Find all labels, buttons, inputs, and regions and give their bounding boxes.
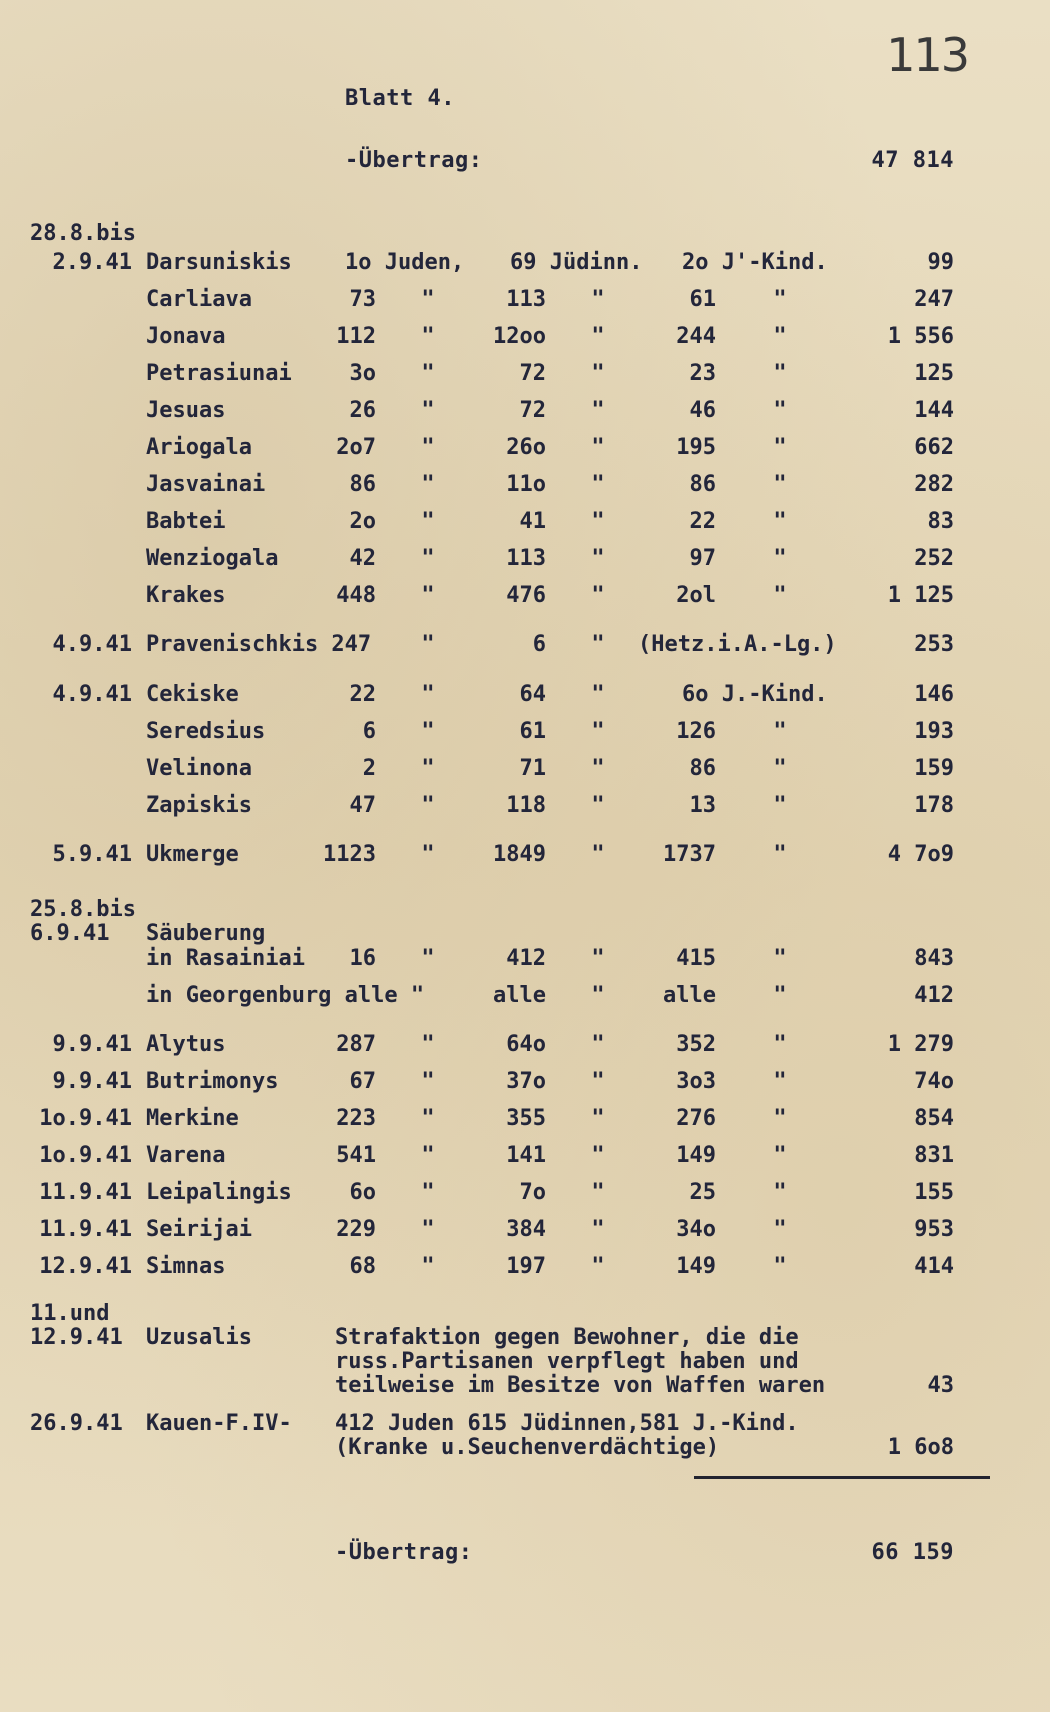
row-place: Jonava xyxy=(146,324,226,349)
row-women: 64 xyxy=(519,682,546,707)
note-line-1: 412 Juden 615 Jüdinnen,581 J.-Kind. xyxy=(335,1411,799,1436)
ditto-mark: " xyxy=(591,583,605,608)
ditto-mark: " xyxy=(591,682,605,707)
row-place: Ariogala xyxy=(146,435,252,460)
row-men: 1123 xyxy=(323,842,376,867)
row-children: 23 xyxy=(689,361,716,386)
row-women: 11o xyxy=(506,472,546,497)
ditto-mark: " xyxy=(773,509,787,534)
row-date: 1o.9.41 xyxy=(39,1143,132,1168)
table-row xyxy=(0,472,1050,506)
ditto-mark: " xyxy=(773,287,787,312)
row-women: 7o xyxy=(519,1180,546,1205)
row-women: 71 xyxy=(519,756,546,781)
ditto-mark: " xyxy=(421,1069,435,1094)
note-line-1: Strafaktion gegen Bewohner, die die xyxy=(335,1325,799,1350)
row-men: 3o xyxy=(349,361,376,386)
table-row xyxy=(0,435,1050,469)
ditto-mark: " xyxy=(773,398,787,423)
ditto-mark: " xyxy=(591,1032,605,1057)
row-women: 37o xyxy=(506,1069,546,1094)
ditto-mark: " xyxy=(591,287,605,312)
row-men: 229 xyxy=(336,1217,376,1242)
row-date: 9.9.41 xyxy=(52,1032,132,1057)
row-women: 384 xyxy=(506,1217,546,1242)
row-place: Leipalingis xyxy=(146,1180,292,1205)
row-women: 141 xyxy=(506,1143,546,1168)
row-men: 47 xyxy=(349,793,376,818)
carry-over-label: -Übertrag: xyxy=(345,148,483,173)
sheet-title: Blatt 4. xyxy=(345,86,455,111)
row-note: (Hetz.i.A.-Lg.) xyxy=(638,632,837,657)
ditto-mark: " xyxy=(591,1069,605,1094)
table-row xyxy=(0,509,1050,543)
row-total: 1 556 xyxy=(887,324,954,349)
row-total: 125 xyxy=(914,361,954,386)
row-total: 662 xyxy=(914,435,954,460)
ditto-mark: " xyxy=(773,324,787,349)
row-date: 12.9.41 xyxy=(30,1325,123,1350)
ditto-mark: " xyxy=(421,546,435,571)
row-total: 146 xyxy=(914,682,954,707)
table-row xyxy=(0,361,1050,395)
row-men: 68 xyxy=(349,1254,376,1279)
row-place: Uzusalis xyxy=(146,1325,252,1350)
ditto-mark: " xyxy=(591,546,605,571)
row-total: 412 xyxy=(914,983,954,1008)
row-women: 61 xyxy=(519,719,546,744)
row-place: Seirijai xyxy=(146,1217,252,1242)
row-total: 854 xyxy=(914,1106,954,1131)
ditto-mark: " xyxy=(591,472,605,497)
row-children: 415 xyxy=(676,946,716,971)
table-row xyxy=(0,546,1050,580)
row-total: 4 7o9 xyxy=(887,842,954,867)
row-men: 16 xyxy=(349,946,376,971)
table-row xyxy=(0,583,1050,617)
row-place: in Rasainiai xyxy=(146,946,305,971)
block-heading: Säuberung xyxy=(146,921,266,946)
row-date: 11.9.41 xyxy=(39,1180,132,1205)
row-date: 4.9.41 xyxy=(52,682,132,707)
row-total: 178 xyxy=(914,793,954,818)
ditto-mark: " xyxy=(421,287,435,312)
row-total: 1 279 xyxy=(887,1032,954,1057)
row-date: 11.9.41 xyxy=(39,1217,132,1242)
date-range-start: 28.8.bis xyxy=(30,221,136,246)
row-place: Cekiske xyxy=(146,682,239,707)
ditto-mark: " xyxy=(773,546,787,571)
row-children: 25 xyxy=(689,1180,716,1205)
row-total: 155 xyxy=(914,1180,954,1205)
ditto-mark: " xyxy=(421,435,435,460)
row-men: 86 xyxy=(349,472,376,497)
ditto-mark: " xyxy=(591,983,605,1008)
ditto-mark: " xyxy=(773,719,787,744)
ditto-mark: " xyxy=(773,1217,787,1242)
row-children: 352 xyxy=(676,1032,716,1057)
row-women: 113 xyxy=(506,546,546,571)
table-row xyxy=(0,719,1050,753)
row-men: 2o xyxy=(349,509,376,534)
row-date: 2.9.41 xyxy=(52,250,132,275)
date-range-start: 25.8.bis xyxy=(30,897,136,922)
table-row xyxy=(0,1143,1050,1177)
row-date: 9.9.41 xyxy=(52,1069,132,1094)
row-place: Kauen-F.IV- xyxy=(146,1411,292,1436)
row-children: 3o3 xyxy=(676,1069,716,1094)
row-total: 1 125 xyxy=(887,583,954,608)
row-place: Merkine xyxy=(146,1106,239,1131)
row-men: 223 xyxy=(336,1106,376,1131)
ditto-mark: " xyxy=(421,946,435,971)
ditto-mark: " xyxy=(591,946,605,971)
row-men: 287 xyxy=(336,1032,376,1057)
ditto-mark: " xyxy=(591,1180,605,1205)
table-row xyxy=(0,1254,1050,1288)
row-total: 843 xyxy=(914,946,954,971)
row-men: 6 xyxy=(362,719,376,744)
table-row xyxy=(0,1180,1050,1214)
row-children: 244 xyxy=(676,324,716,349)
row-place: Alytus xyxy=(146,1032,226,1057)
row-place: Seredsius xyxy=(146,719,266,744)
row-children: alle xyxy=(663,983,716,1008)
row-children-text: 2o J'-Kind. xyxy=(682,250,828,275)
ditto-mark: " xyxy=(591,756,605,781)
ditto-mark: " xyxy=(591,324,605,349)
ditto-mark: " xyxy=(773,1254,787,1279)
row-total: 193 xyxy=(914,719,954,744)
row-men: 2o7 xyxy=(336,435,376,460)
row-total: 74o xyxy=(914,1069,954,1094)
row-date: 12.9.41 xyxy=(39,1254,132,1279)
row-women: 412 xyxy=(506,946,546,971)
row-children: 97 xyxy=(689,546,716,571)
folio-number: 113 xyxy=(886,28,968,82)
row-total: 414 xyxy=(914,1254,954,1279)
ditto-mark: " xyxy=(773,1143,787,1168)
row-total: 282 xyxy=(914,472,954,497)
row-place: Simnas xyxy=(146,1254,226,1279)
row-children: 149 xyxy=(676,1254,716,1279)
row-men: 73 xyxy=(349,287,376,312)
note-line-3: teilweise im Besitze von Waffen waren xyxy=(335,1373,826,1398)
row-total: 159 xyxy=(914,756,954,781)
row-place: Babtei xyxy=(146,509,226,534)
table-row xyxy=(0,632,1050,666)
ditto-mark: " xyxy=(421,361,435,386)
row-women: alle xyxy=(493,983,546,1008)
row-women: 26o xyxy=(506,435,546,460)
row-total: 144 xyxy=(914,398,954,423)
row-children: 46 xyxy=(689,398,716,423)
row-women: 72 xyxy=(519,361,546,386)
ditto-mark: " xyxy=(773,793,787,818)
row-place: Jasvainai xyxy=(146,472,266,497)
row-men-text: 1o Juden, xyxy=(345,250,465,275)
row-total: 43 xyxy=(927,1373,954,1398)
table-row xyxy=(0,756,1050,790)
row-place: Darsuniskis xyxy=(146,250,292,275)
row-total: 953 xyxy=(914,1217,954,1242)
table-row xyxy=(0,1106,1050,1140)
row-children: 34o xyxy=(676,1217,716,1242)
carry-over-value: 47 814 xyxy=(871,148,954,173)
row-children: 13 xyxy=(689,793,716,818)
ditto-mark: " xyxy=(421,632,435,657)
row-children: 195 xyxy=(676,435,716,460)
ditto-mark: " xyxy=(773,756,787,781)
ditto-mark: " xyxy=(421,398,435,423)
table-row xyxy=(0,324,1050,358)
row-total: 252 xyxy=(914,546,954,571)
row-women: 72 xyxy=(519,398,546,423)
row-children: 276 xyxy=(676,1106,716,1131)
row-men: 67 xyxy=(349,1069,376,1094)
row-place: Velinona xyxy=(146,756,252,781)
date-range-start: 11.und xyxy=(30,1301,110,1326)
ditto-mark: " xyxy=(421,1143,435,1168)
sum-rule xyxy=(694,1476,990,1479)
ditto-mark: " xyxy=(773,1180,787,1205)
table-row xyxy=(0,983,1050,1017)
ditto-mark: " xyxy=(421,793,435,818)
ditto-mark: " xyxy=(591,1106,605,1131)
note-line-2: (Kranke u.Seuchenverdächtige) xyxy=(335,1435,720,1460)
row-children: 2ol xyxy=(676,583,716,608)
row-total: 831 xyxy=(914,1143,954,1168)
ditto-mark: " xyxy=(421,1217,435,1242)
ditto-mark: " xyxy=(591,509,605,534)
ditto-mark: " xyxy=(591,793,605,818)
row-men: 22 xyxy=(349,682,376,707)
row-date: 1o.9.41 xyxy=(39,1106,132,1131)
ditto-mark: " xyxy=(421,682,435,707)
ditto-mark: " xyxy=(421,1180,435,1205)
row-place: Butrimonys xyxy=(146,1069,279,1094)
row-total: 83 xyxy=(927,509,954,534)
note-line-2: russ.Partisanen verpflegt haben und xyxy=(335,1349,799,1374)
row-men: 448 xyxy=(336,583,376,608)
row-men: 6o xyxy=(349,1180,376,1205)
table-row xyxy=(0,1032,1050,1066)
ditto-mark: " xyxy=(421,583,435,608)
row-men: 42 xyxy=(349,546,376,571)
row-children: 86 xyxy=(689,756,716,781)
table-row xyxy=(0,287,1050,321)
ditto-mark: " xyxy=(421,1032,435,1057)
table-row xyxy=(0,793,1050,827)
row-children: 1737 xyxy=(663,842,716,867)
row-place: Carliava xyxy=(146,287,252,312)
row-total: 1 6o8 xyxy=(887,1435,954,1460)
row-date: 4.9.41 xyxy=(52,632,132,657)
row-women: 64o xyxy=(506,1032,546,1057)
row-place: Petrasiunai xyxy=(146,361,292,386)
ditto-mark: " xyxy=(773,946,787,971)
row-women-text: 69 Jüdinn. xyxy=(510,250,643,275)
ditto-mark: " xyxy=(591,398,605,423)
ditto-mark: " xyxy=(773,583,787,608)
ditto-mark: " xyxy=(591,632,605,657)
ditto-mark: " xyxy=(591,361,605,386)
row-women: 113 xyxy=(506,287,546,312)
row-place: Krakes xyxy=(146,583,226,608)
row-children: 86 xyxy=(689,472,716,497)
row-place: Wenziogala xyxy=(146,546,279,571)
ditto-mark: " xyxy=(591,842,605,867)
row-women: 118 xyxy=(506,793,546,818)
ditto-mark: " xyxy=(421,719,435,744)
row-women: 6 xyxy=(532,632,546,657)
row-place: Pravenischkis 247 xyxy=(146,632,372,657)
ditto-mark: " xyxy=(421,1106,435,1131)
row-women: 355 xyxy=(506,1106,546,1131)
row-children: 126 xyxy=(676,719,716,744)
ditto-mark: " xyxy=(421,472,435,497)
ditto-mark: " xyxy=(421,509,435,534)
table-row xyxy=(0,250,1050,284)
ditto-mark: " xyxy=(773,1069,787,1094)
ditto-mark: " xyxy=(773,1032,787,1057)
ditto-mark: " xyxy=(591,435,605,460)
table-row xyxy=(0,398,1050,432)
ditto-mark: " xyxy=(591,719,605,744)
carry-out-value: 66 159 xyxy=(871,1540,954,1565)
ditto-mark: " xyxy=(773,842,787,867)
row-women: 197 xyxy=(506,1254,546,1279)
table-row xyxy=(0,946,1050,980)
ditto-mark: " xyxy=(773,472,787,497)
ditto-mark: " xyxy=(773,435,787,460)
row-total: 253 xyxy=(914,632,954,657)
ditto-mark: " xyxy=(591,1143,605,1168)
table-row xyxy=(0,1069,1050,1103)
row-date: 5.9.41 xyxy=(52,842,132,867)
row-date: 26.9.41 xyxy=(30,1411,123,1436)
row-men: 112 xyxy=(336,324,376,349)
row-place: Zapiskis xyxy=(146,793,252,818)
row-women: 476 xyxy=(506,583,546,608)
ditto-mark: " xyxy=(421,756,435,781)
row-place: Ukmerge xyxy=(146,842,239,867)
row-men: 541 xyxy=(336,1143,376,1168)
ditto-mark: " xyxy=(591,1217,605,1242)
date-range-end: 6.9.41 xyxy=(30,921,110,946)
row-children-text: 6o J.-Kind. xyxy=(682,682,828,707)
table-row xyxy=(0,1217,1050,1251)
table-row xyxy=(0,842,1050,876)
ditto-mark: " xyxy=(421,324,435,349)
row-total: 247 xyxy=(914,287,954,312)
row-children: 61 xyxy=(689,287,716,312)
row-children: 149 xyxy=(676,1143,716,1168)
row-women: 1849 xyxy=(493,842,546,867)
ditto-mark: " xyxy=(591,1254,605,1279)
ditto-mark: " xyxy=(421,1254,435,1279)
row-men: 2 xyxy=(362,756,376,781)
row-place: Varena xyxy=(146,1143,226,1168)
row-women: 41 xyxy=(519,509,546,534)
ditto-mark: " xyxy=(773,983,787,1008)
row-men: 26 xyxy=(349,398,376,423)
row-place: in Georgenburg alle " xyxy=(146,983,425,1008)
ditto-mark: " xyxy=(773,361,787,386)
row-children: 22 xyxy=(689,509,716,534)
ditto-mark: " xyxy=(773,1106,787,1131)
row-total: 99 xyxy=(927,250,954,275)
ditto-mark: " xyxy=(421,842,435,867)
row-place: Jesuas xyxy=(146,398,226,423)
row-women: 12oo xyxy=(493,324,546,349)
table-row xyxy=(0,682,1050,716)
carry-out-label: -Übertrag: xyxy=(335,1540,473,1565)
